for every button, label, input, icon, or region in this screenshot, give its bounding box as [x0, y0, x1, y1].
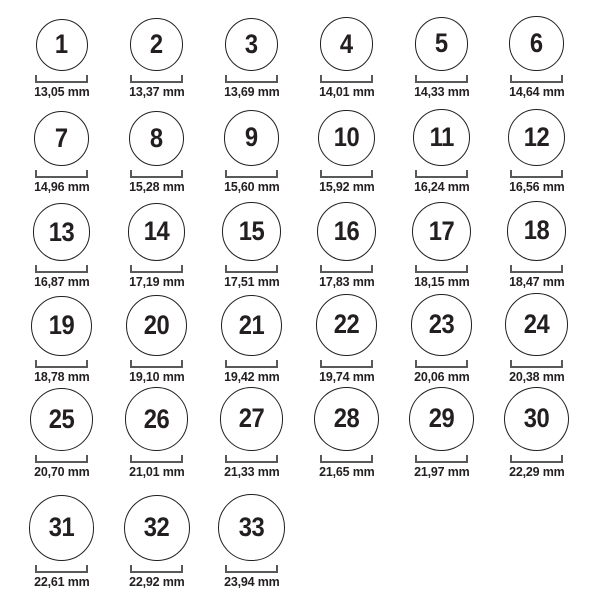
- ring-cell: [14, 7, 109, 102]
- diameter-label: 20,38 mm: [508, 368, 565, 384]
- ring-circle: [218, 494, 284, 560]
- ring-number: 6: [530, 28, 543, 59]
- measure-tick-right: [561, 170, 563, 178]
- diameter-measure-line: [130, 265, 183, 273]
- diameter-label: 22,61 mm: [33, 573, 90, 589]
- ring-cell: [109, 292, 204, 387]
- ring-number: 25: [48, 403, 75, 434]
- ring-circle: [33, 203, 90, 260]
- measure-tick-right: [181, 455, 183, 463]
- ring-circle: [318, 110, 374, 166]
- measure-bar: [415, 366, 468, 368]
- diameter-measure-line: [35, 75, 88, 83]
- ring-number: 18: [523, 215, 550, 246]
- measure-bar: [225, 81, 278, 83]
- diameter-label: 14,96 mm: [33, 178, 90, 194]
- ring-cell: [489, 292, 584, 387]
- measure-tick-right: [86, 455, 88, 463]
- ring-circle: [36, 19, 88, 71]
- ring-number: 26: [143, 403, 170, 434]
- diameter-label: 21,01 mm: [128, 463, 185, 479]
- ring-cell: [109, 102, 204, 197]
- ring-number: 28: [333, 403, 360, 434]
- measure-tick-right: [276, 265, 278, 273]
- measure-bar: [510, 176, 563, 178]
- ring-number: 5: [435, 28, 448, 59]
- measure-tick-right: [181, 170, 183, 178]
- diameter-label: 19,74 mm: [318, 368, 375, 384]
- ring-cell: [299, 387, 394, 482]
- ring-circle: [128, 203, 186, 261]
- diameter-label: 21,33 mm: [223, 463, 280, 479]
- measure-tick-left: [35, 75, 37, 83]
- measure-tick-right: [561, 265, 563, 273]
- diameter-label: 19,10 mm: [128, 368, 185, 384]
- ring-number: 7: [55, 122, 68, 153]
- measure-bar: [225, 366, 278, 368]
- diameter-measure-line: [225, 360, 278, 368]
- diameter-measure-line: [35, 565, 88, 573]
- measure-tick-left: [35, 565, 37, 573]
- diameter-label: 16,56 mm: [508, 178, 565, 194]
- measure-tick-right: [276, 360, 278, 368]
- ring-cell: [204, 292, 299, 387]
- measure-tick-left: [510, 455, 512, 463]
- ring-number: 8: [150, 122, 163, 153]
- ring-number: 9: [245, 122, 258, 153]
- ring-circle: [508, 109, 565, 166]
- ring-cell: [489, 7, 584, 102]
- measure-tick-right: [181, 265, 183, 273]
- measure-bar: [35, 571, 88, 573]
- ring-number: 14: [143, 216, 170, 247]
- diameter-label: 14,01 mm: [318, 83, 375, 99]
- ring-number: 27: [238, 403, 265, 434]
- diameter-label: 17,19 mm: [128, 273, 185, 289]
- ring-cell: [204, 102, 299, 197]
- ring-circle: [222, 202, 280, 260]
- measure-bar: [510, 271, 563, 273]
- measure-tick-left: [225, 75, 227, 83]
- ring-row: [14, 197, 600, 292]
- ring-circle: [320, 17, 373, 70]
- ring-circle: [411, 294, 473, 356]
- ring-circle: [412, 202, 471, 261]
- measure-tick-left: [225, 265, 227, 273]
- measure-tick-right: [181, 360, 183, 368]
- diameter-label: 18,78 mm: [33, 368, 90, 384]
- diameter-measure-line: [225, 75, 278, 83]
- measure-tick-right: [86, 565, 88, 573]
- ring-number: 33: [238, 512, 265, 542]
- measure-tick-right: [371, 170, 373, 178]
- ring-circle: [415, 17, 469, 71]
- measure-tick-left: [130, 565, 132, 573]
- measure-tick-left: [320, 265, 322, 273]
- ring-number: 32: [143, 512, 170, 543]
- diameter-label: 20,70 mm: [33, 463, 90, 479]
- measure-bar: [35, 81, 88, 83]
- ring-cell: [299, 292, 394, 387]
- ring-number: 20: [143, 309, 170, 340]
- measure-tick-left: [225, 455, 227, 463]
- measure-tick-left: [130, 360, 132, 368]
- measure-tick-left: [510, 75, 512, 83]
- ring-circle: [224, 110, 280, 166]
- measure-tick-left: [130, 170, 132, 178]
- ring-number: 19: [48, 310, 75, 341]
- ring-circle: [34, 111, 89, 166]
- measure-bar: [35, 176, 88, 178]
- measure-tick-left: [225, 565, 227, 573]
- diameter-label: 21,65 mm: [318, 463, 375, 479]
- ring-cell: [394, 292, 489, 387]
- measure-tick-left: [415, 75, 417, 83]
- ring-number: 12: [523, 121, 550, 152]
- measure-tick-right: [371, 265, 373, 273]
- ring-circle: [124, 495, 190, 561]
- ring-cell: [394, 387, 489, 482]
- diameter-measure-line: [415, 75, 468, 83]
- measure-bar: [225, 176, 278, 178]
- diameter-label: 13,05 mm: [33, 83, 90, 99]
- measure-bar: [130, 271, 183, 273]
- ring-number: 2: [150, 28, 163, 59]
- diameter-label: 23,94 mm: [223, 573, 280, 589]
- diameter-label: 14,33 mm: [413, 83, 470, 99]
- ring-circle: [31, 296, 91, 356]
- ring-number: 30: [523, 403, 550, 434]
- diameter-label: 13,69 mm: [223, 83, 280, 99]
- ring-number: 31: [48, 512, 75, 543]
- measure-tick-left: [225, 360, 227, 368]
- ring-cell: [489, 387, 584, 482]
- ring-number: 21: [238, 309, 265, 340]
- diameter-measure-line: [35, 265, 88, 273]
- measure-tick-left: [225, 170, 227, 178]
- diameter-label: 21,97 mm: [413, 463, 470, 479]
- diameter-measure-line: [510, 265, 563, 273]
- ring-cell: [299, 197, 394, 292]
- ring-circle: [220, 387, 284, 451]
- diameter-label: 22,29 mm: [508, 463, 565, 479]
- measure-tick-right: [86, 170, 88, 178]
- diameter-label: 15,92 mm: [318, 178, 375, 194]
- ring-cell: [394, 197, 489, 292]
- diameter-measure-line: [510, 360, 563, 368]
- measure-tick-right: [561, 455, 563, 463]
- ring-number: 17: [428, 215, 455, 246]
- ring-circle: [509, 16, 563, 70]
- ring-cell: [489, 197, 584, 292]
- diameter-label: 19,42 mm: [223, 368, 280, 384]
- ring-cell: [489, 102, 584, 197]
- diameter-measure-line: [130, 565, 183, 573]
- ring-cell: [109, 7, 204, 102]
- ring-cell: [204, 482, 299, 592]
- measure-bar: [130, 571, 183, 573]
- measure-tick-right: [276, 170, 278, 178]
- measure-tick-left: [35, 265, 37, 273]
- measure-tick-left: [35, 170, 37, 178]
- ring-cell: [204, 387, 299, 482]
- measure-bar: [320, 81, 373, 83]
- measure-bar: [320, 271, 373, 273]
- diameter-measure-line: [130, 455, 183, 463]
- diameter-measure-line: [130, 170, 183, 178]
- ring-circle: [314, 387, 378, 451]
- measure-bar: [320, 176, 373, 178]
- ring-circle: [505, 293, 567, 355]
- ring-cell: [299, 7, 394, 102]
- diameter-measure-line: [320, 170, 373, 178]
- measure-tick-left: [320, 455, 322, 463]
- measure-tick-left: [130, 455, 132, 463]
- diameter-measure-line: [510, 455, 563, 463]
- ring-cell: [109, 482, 204, 592]
- measure-bar: [225, 571, 278, 573]
- ring-cell: [204, 197, 299, 292]
- ring-cell: [14, 387, 109, 482]
- diameter-label: 18,15 mm: [413, 273, 470, 289]
- measure-tick-left: [510, 265, 512, 273]
- diameter-measure-line: [225, 455, 278, 463]
- measure-bar: [320, 461, 373, 463]
- diameter-measure-line: [130, 75, 183, 83]
- ring-number: 22: [333, 309, 360, 340]
- measure-tick-right: [466, 455, 468, 463]
- ring-circle: [413, 109, 470, 166]
- ring-number: 11: [429, 121, 454, 152]
- ring-number: 4: [340, 28, 353, 59]
- measure-tick-left: [415, 360, 417, 368]
- measure-bar: [130, 366, 183, 368]
- diameter-measure-line: [415, 265, 468, 273]
- measure-tick-left: [35, 455, 37, 463]
- ring-circle: [126, 295, 187, 356]
- measure-tick-right: [466, 170, 468, 178]
- diameter-measure-line: [415, 360, 468, 368]
- measure-bar: [130, 81, 183, 83]
- ring-cell: [109, 387, 204, 482]
- diameter-measure-line: [320, 360, 373, 368]
- ring-number: 10: [333, 122, 360, 153]
- ring-circle: [125, 387, 188, 450]
- ring-circle: [29, 495, 95, 561]
- diameter-measure-line: [35, 455, 88, 463]
- measure-tick-right: [466, 360, 468, 368]
- measure-tick-left: [130, 75, 132, 83]
- diameter-label: 16,24 mm: [413, 178, 470, 194]
- ring-number: 16: [333, 215, 360, 246]
- ring-cell: [14, 102, 109, 197]
- measure-bar: [415, 81, 468, 83]
- measure-tick-left: [510, 170, 512, 178]
- measure-bar: [35, 271, 88, 273]
- measure-bar: [320, 366, 373, 368]
- measure-bar: [225, 461, 278, 463]
- diameter-measure-line: [35, 170, 88, 178]
- ring-number: 15: [238, 216, 265, 247]
- measure-tick-right: [466, 75, 468, 83]
- measure-tick-right: [276, 75, 278, 83]
- ring-number: 1: [55, 29, 68, 60]
- measure-tick-right: [86, 265, 88, 273]
- ring-row: [14, 387, 600, 482]
- ring-row: [14, 482, 600, 592]
- measure-tick-left: [35, 360, 37, 368]
- measure-tick-left: [415, 455, 417, 463]
- ring-number: 23: [428, 309, 455, 340]
- measure-bar: [415, 176, 468, 178]
- measure-tick-right: [86, 75, 88, 83]
- ring-circle: [130, 18, 183, 71]
- ring-circle: [409, 387, 474, 451]
- diameter-measure-line: [225, 565, 278, 573]
- measure-tick-right: [276, 455, 278, 463]
- ring-number: 29: [428, 403, 455, 434]
- measure-tick-right: [561, 75, 563, 83]
- ring-row: [14, 102, 600, 197]
- ring-cell: [14, 197, 109, 292]
- measure-bar: [510, 81, 563, 83]
- diameter-measure-line: [510, 75, 563, 83]
- ring-circle: [225, 18, 278, 71]
- ring-number: 24: [523, 309, 550, 339]
- measure-bar: [35, 366, 88, 368]
- diameter-measure-line: [320, 265, 373, 273]
- measure-bar: [510, 366, 563, 368]
- diameter-label: 18,47 mm: [508, 273, 565, 289]
- diameter-label: 22,92 mm: [128, 573, 185, 589]
- diameter-measure-line: [415, 455, 468, 463]
- measure-bar: [225, 271, 278, 273]
- ring-cell: [204, 7, 299, 102]
- diameter-label: 15,28 mm: [128, 178, 185, 194]
- measure-bar: [415, 271, 468, 273]
- ring-cell: [14, 482, 109, 592]
- measure-bar: [510, 461, 563, 463]
- measure-tick-left: [130, 265, 132, 273]
- measure-tick-right: [181, 75, 183, 83]
- ring-circle: [30, 388, 93, 451]
- diameter-measure-line: [225, 265, 278, 273]
- ring-circle: [507, 201, 567, 261]
- measure-tick-right: [86, 360, 88, 368]
- ring-number: 13: [48, 216, 75, 247]
- ring-circle: [316, 294, 378, 356]
- measure-tick-right: [466, 265, 468, 273]
- diameter-label: 17,51 mm: [223, 273, 280, 289]
- diameter-measure-line: [130, 360, 183, 368]
- ring-cell: [109, 197, 204, 292]
- ring-cell: [299, 102, 394, 197]
- diameter-measure-line: [35, 360, 88, 368]
- measure-tick-left: [320, 170, 322, 178]
- measure-bar: [35, 461, 88, 463]
- measure-tick-left: [510, 360, 512, 368]
- diameter-label: 16,87 mm: [33, 273, 90, 289]
- measure-tick-left: [415, 265, 417, 273]
- measure-tick-right: [181, 565, 183, 573]
- ring-cell: [394, 7, 489, 102]
- ring-circle: [504, 387, 569, 451]
- ring-circle: [317, 202, 376, 261]
- diameter-measure-line: [415, 170, 468, 178]
- measure-tick-right: [561, 360, 563, 368]
- measure-tick-right: [371, 75, 373, 83]
- ring-number: 3: [245, 28, 258, 59]
- ring-circle: [221, 295, 282, 356]
- diameter-label: 15,60 mm: [223, 178, 280, 194]
- diameter-label: 17,83 mm: [318, 273, 375, 289]
- ring-row: [14, 292, 600, 387]
- measure-tick-left: [320, 75, 322, 83]
- measure-tick-left: [415, 170, 417, 178]
- measure-tick-right: [371, 455, 373, 463]
- ring-cell: [394, 102, 489, 197]
- ring-cell: [14, 292, 109, 387]
- measure-tick-right: [276, 565, 278, 573]
- diameter-label: 20,06 mm: [413, 368, 470, 384]
- ring-row: [14, 7, 600, 102]
- diameter-measure-line: [225, 170, 278, 178]
- measure-tick-right: [371, 360, 373, 368]
- diameter-measure-line: [320, 75, 373, 83]
- measure-bar: [130, 461, 183, 463]
- ring-circle: [129, 111, 184, 166]
- diameter-measure-line: [510, 170, 563, 178]
- measure-bar: [130, 176, 183, 178]
- measure-bar: [415, 461, 468, 463]
- measure-tick-left: [320, 360, 322, 368]
- diameter-measure-line: [320, 455, 373, 463]
- diameter-label: 13,37 mm: [128, 83, 185, 99]
- diameter-label: 14,64 mm: [508, 83, 565, 99]
